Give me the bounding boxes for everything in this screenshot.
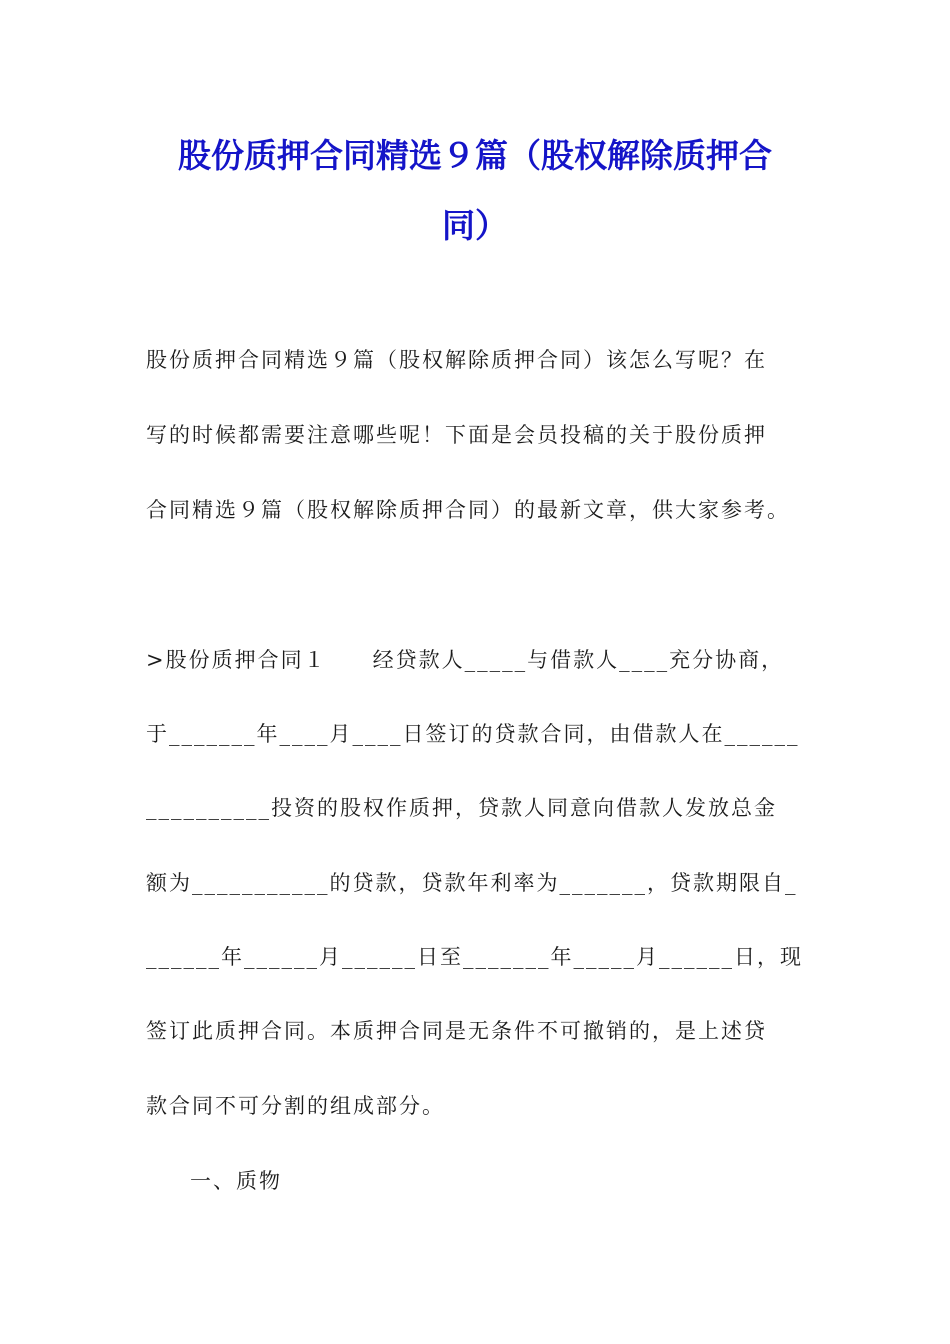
document-title-line-1: 股份质押合同精选９篇（股权解除质押合 [178,136,772,175]
body-line-2: 于_______年____月____日签订的贷款合同，由借款人在______ [146,722,800,746]
section-heading: 一、质物 [190,1169,282,1193]
body-line-1: >股份质押合同１ 经贷款人_____与借款人____充分协商， [146,648,785,672]
intro-line-3: 合同精选９篇（股权解除质押合同）的最新文章，供大家参考。 [146,498,790,522]
document-title-line-2: 同） [442,206,508,245]
body-line-4: 额为___________的贷款，贷款年利率为_______，贷款期限自_ [146,871,798,895]
intro-line-1: 股份质押合同精选９篇（股权解除质押合同）该怎么写呢？在 [146,348,767,372]
body-line-6: 签订此质押合同。本质押合同是无条件不可撤销的，是上述贷 [146,1019,767,1043]
intro-line-2: 写的时候都需要注意哪些呢！下面是会员投稿的关于股份质押 [146,423,767,447]
body-line-7: 款合同不可分割的组成部分。 [146,1094,445,1118]
body-line-5: ______年______月______日至_______年_____月______日，现 [146,945,803,969]
body-line-3: __________投资的股权作质押，贷款人同意向借款人发放总金 [146,796,777,820]
